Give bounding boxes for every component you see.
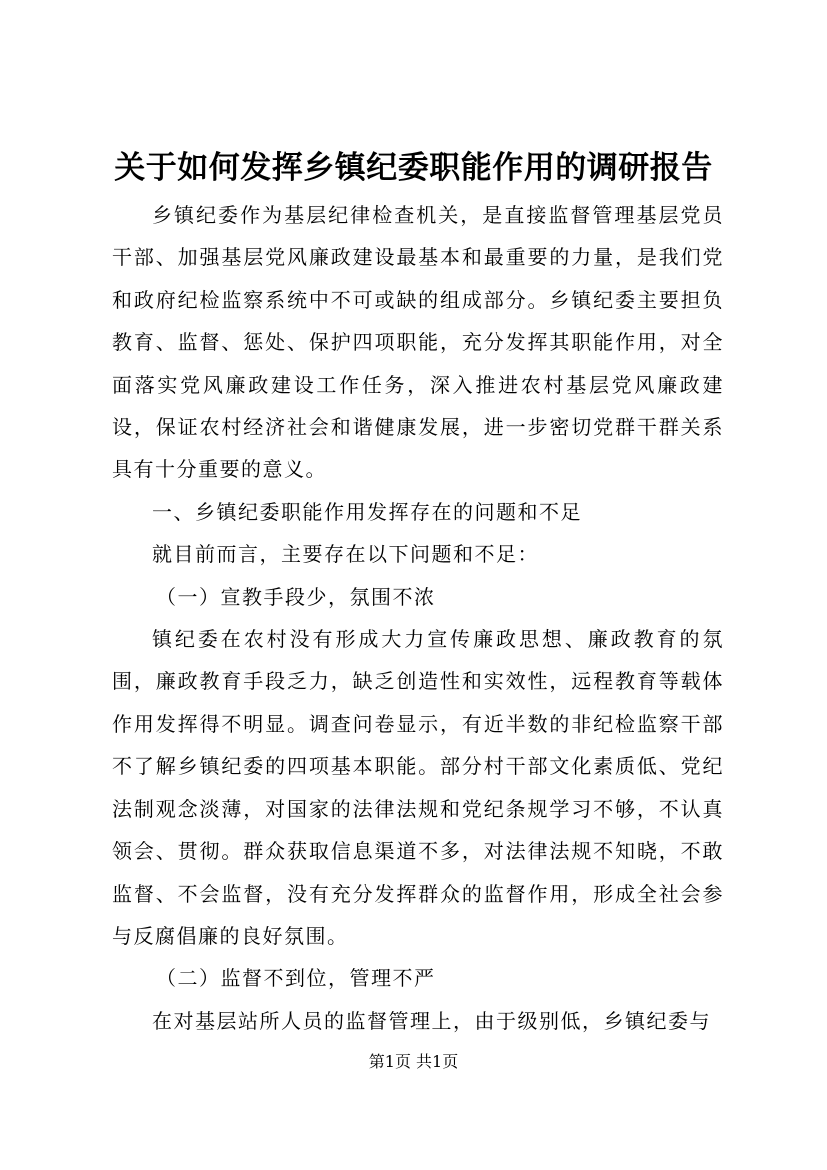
document-body (112, 194, 724, 1042)
subsection-heading-1: （一）宣教手段少，氛围不浓 (156, 584, 436, 609)
subsection-heading-2: （二）监督不到位，管理不严 (156, 966, 436, 991)
page-footer: 第1页 共1页 (368, 1052, 459, 1071)
section-heading-1: 一、乡镇纪委职能作用发挥存在的问题和不足 (152, 499, 582, 524)
paragraph-education: 镇纪委在农村没有形成大力宣传廉政思想、廉政教育的氛围，廉政教育手段乏力，缺乏创造性和实效性，远程教育等载体作用发挥得不明显。调查问卷显示，有近半数的非纪检监察干部不了解乡镇纪委的四项基本职能。部分村干部文化素质低、党纪法制观念淡薄，对国家的法律法规和党纪条规学习不够，不认真领会、贯彻。群众获取信息渠道不多，对法律法规不知晓，不敢监督、不会监督，没有充分发挥群众的监督作用，形成全社会参与反腐倡廉的良好氛围。 (112, 627, 724, 948)
document-title: 关于如何发挥乡镇纪委职能作用的调研报告 (114, 150, 713, 186)
paragraph-supervision: 在对基层站所人员的监督管理上，由于级别低，乡镇纪委与 (152, 1008, 711, 1033)
paragraph-lead: 就目前而言，主要存在以下问题和不足： (152, 542, 539, 567)
paragraph-intro: 乡镇纪委作为基层纪律检查机关，是直接监督管理基层党员干部、加强基层党风廉政建设最基本和最重要的力量，是我们党和政府纪检监察系统中不可或缺的组成部分。乡镇纪委主要担负教育、监督、惩处、保护四项职能，充分发挥其职能作用，对全面落实党风廉政建设工作任务，深入推进农村基层党风廉政建设，保证农村经济社会和谐健康发展，进一步密切党群干群关系具有十分重要的意义。 (112, 203, 724, 482)
